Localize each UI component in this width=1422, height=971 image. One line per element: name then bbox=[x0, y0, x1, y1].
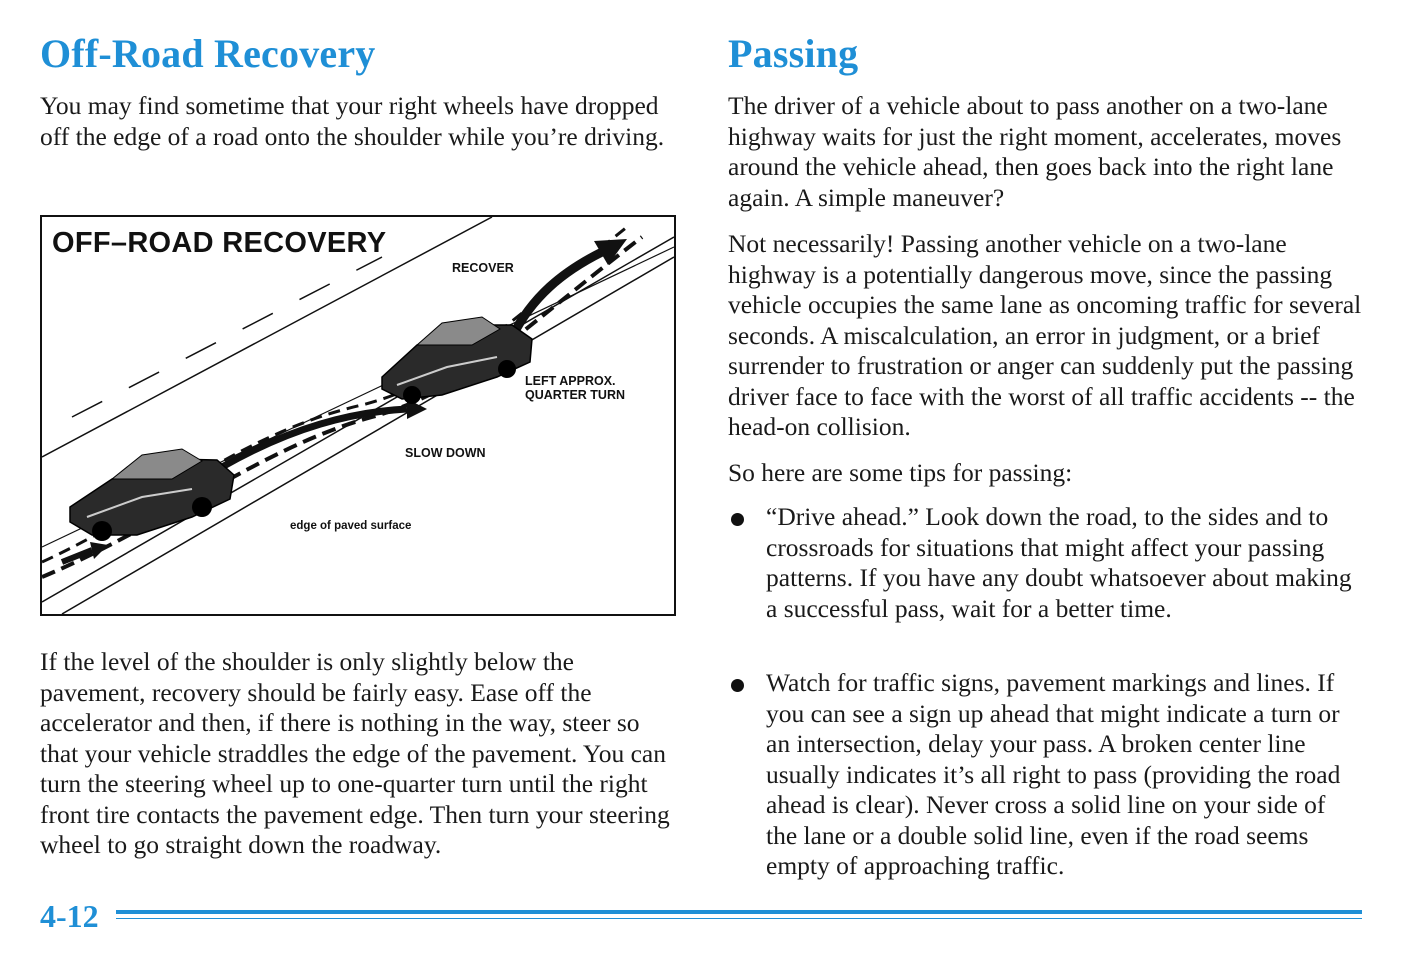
paragraph-passing-intro: The driver of a vehicle about to pass another on a two-lane highway waits for just the right moment, accelerates, moves around the vehicle ahead, then goes back into the right lane again. A simple maneuver? bbox=[728, 91, 1342, 212]
bullet-text: Watch for traffic signs, pavement markings and lines. If you can see a sign up ahead that might indicate a turn or an intersection, delay your pass. A broken center line usually indicates it’s all right to pass (providing the road ahead is clear). Never cross a solid line on your side of the lane or a double solid line, even if the road seems empty of approaching traffic. bbox=[766, 668, 1341, 880]
off-road-recovery-illustration bbox=[40, 215, 676, 616]
arrow-head bbox=[90, 542, 108, 559]
shoulder-edge-line bbox=[62, 257, 674, 614]
paragraph-intro: You may find sometime that your right wheels have dropped off the edge of a road onto the shoulder while you’re driving. bbox=[40, 91, 665, 151]
bullet-item bbox=[728, 668, 1378, 882]
bullet-text: “Drive ahead.” Look down the road, to the sides and to crossroads for situations that might affect your passing patterns. If you have any doubt whatsoever about making a successful pass, wait for a better time. bbox=[766, 502, 1352, 623]
footer-rule bbox=[116, 910, 1362, 914]
label-recover: RECOVER bbox=[452, 261, 514, 275]
section-heading-off-road-recovery: Off-Road Recovery bbox=[40, 31, 376, 76]
page-number: 4-12 bbox=[40, 898, 99, 934]
paragraph-passing-danger: Not necessarily! Passing another vehicle on a two-lane highway is a potentially dangerous move, since the passing vehicle occupies the same lane as oncoming traffic for several seconds. A miscalculation, an error in judgment, or a brief surrender to frustration or anger can suddenly put the passing driver face to face with the worst of all traffic accidents -- the head-on collision. bbox=[728, 229, 1362, 441]
section-heading-passing: Passing bbox=[728, 31, 859, 76]
bullet-icon bbox=[731, 679, 744, 692]
paragraph-recovery-steps: If the level of the shoulder is only slightly below the pavement, recovery should be fairly easy. Ease off the accelerator and then, if there is nothing in the way, steer so that your vehicle straddles the edge of the pavement. You can turn the steering wheel up to one-quarter turn until the right front tire contacts the pavement edge. Then turn your steering wheel to go straight down the roadway. bbox=[40, 647, 670, 859]
paragraph-tips-intro: So here are some tips for passing: bbox=[728, 458, 1073, 487]
label-slow-down: SLOW DOWN bbox=[405, 446, 486, 460]
recover-arrow bbox=[512, 252, 602, 337]
label-left-approx: LEFT APPROX. bbox=[525, 374, 616, 388]
bullet-item bbox=[728, 502, 1378, 624]
bullet-icon bbox=[731, 513, 744, 526]
center-line bbox=[72, 257, 382, 417]
car-turning-icon bbox=[382, 317, 532, 404]
footer-rule-thin bbox=[116, 918, 1362, 919]
road-diagram bbox=[42, 217, 674, 614]
figure-title: OFF–ROAD RECOVERY bbox=[52, 227, 387, 259]
label-quarter-turn: QUARTER TURN bbox=[525, 388, 625, 402]
label-edge-of-paved-surface: edge of paved surface bbox=[290, 520, 412, 532]
